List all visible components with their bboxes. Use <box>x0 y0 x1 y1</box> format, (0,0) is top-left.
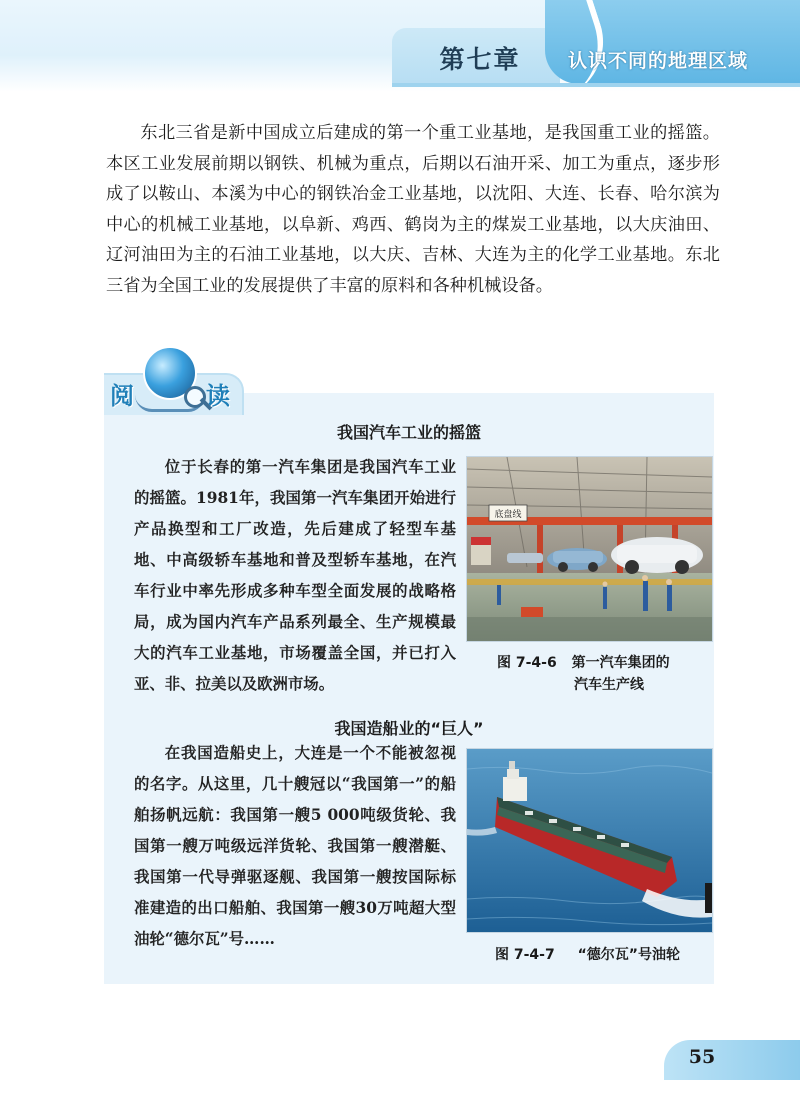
assembly-line-sign: 底盘线 <box>494 510 522 520</box>
chapter-number: 第七章 <box>439 45 521 74</box>
page-number: 55 <box>688 1046 716 1068</box>
caption-text-line1: 第一汽车集团的 <box>571 655 670 671</box>
chapter-title: 认识不同的地理区域 <box>568 50 749 72</box>
reading-badge-left: 阅 <box>110 382 134 410</box>
caption-number: 图 7-4-6 <box>497 655 557 671</box>
tanker-illustration <box>467 749 712 932</box>
caption-text-ship: “德尔瓦”号油轮 <box>577 947 680 963</box>
factory-illustration <box>467 457 712 641</box>
reading-badge-right: 读 <box>206 382 230 410</box>
intro-paragraph: 东北三省是新中国成立后建成的第一个重工业基地，是我国重工业的摇篮。本区工业发展前期以钢铁、机械为重点，后期以石油开采、加工为重点，逐步形成了以鞍山、本溪为中心的钢铁冶金工业基地，以沈阳、大连、长春、哈尔滨为中心的机械工业基地，以阜新、鸡西、鹤岗为主的煤炭工业基地，以大庆油田、辽河油田为主的石油工业基地，以大庆、吉林、大连为主的化学工业基地。东北三省为全国工业的发展提供了丰富的原料和各种机械设备。 <box>106 123 720 296</box>
tanker-photo <box>466 748 713 933</box>
section-text-ship: 在我国造船史上，大连是一个不能被忽视的名字。从这里，几十艘冠以“我国第一”的船舶扬帆远航：我国第一艘5 000吨级货轮、我国第一艘万吨级远洋货轮、我国第一艘潜艇、我国第一代导弹驱逐舰、我国第一艘按国际标准建造的出口船舶、我国第一艘30万吨超大型油轮“德尔瓦”号…… <box>134 744 456 948</box>
factory-photo <box>466 456 713 642</box>
header-underline <box>392 83 800 87</box>
caption-ship <box>495 944 680 966</box>
section-title-ship: 我国造船业的“巨人” <box>334 719 484 738</box>
caption-number-ship: 图 7-4-7 <box>495 947 555 963</box>
section-title-auto: 我国汽车工业的摇篮 <box>336 423 481 442</box>
caption-auto <box>497 652 670 696</box>
section-text-auto: 位于长春的第一汽车集团是我国汽车工业的摇篮。1981年，我国第一汽车集团开始进行产品换型和工厂改造，先后建成了轻型车基地、中高级轿车基地和普及型轿车基地，在汽车行业中率先形成多种车型全面发展的战略格局，成为国内汽车产品系列最全、生产规模最大的汽车工业基地，市场覆盖全国，并已打入亚、非、拉美以及欧洲市场。 <box>134 458 456 693</box>
caption-text-line2: 汽车生产线 <box>574 677 644 693</box>
